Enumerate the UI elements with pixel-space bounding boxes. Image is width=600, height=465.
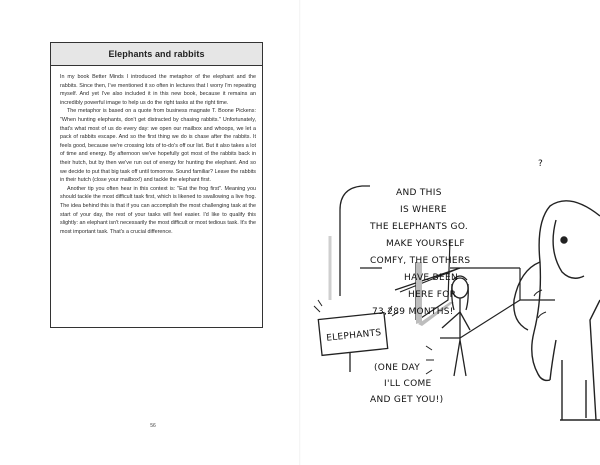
cartoon-illustration (300, 0, 600, 465)
sign-text: ELEPHANTS (325, 328, 382, 344)
speech-line: COMFY, THE OTHERS (370, 256, 471, 266)
reply-line: AND GET YOU!) (370, 395, 444, 405)
box-title: Elephants and rabbits (51, 43, 262, 66)
speech-line: IS WHERE (400, 205, 447, 215)
speech-line: AND THIS (396, 188, 442, 198)
right-page (300, 0, 600, 465)
reply-line: (ONE DAY (374, 363, 421, 373)
reply-text (370, 363, 443, 405)
speech-line: HERE FOR (408, 290, 457, 300)
paragraph-2: The metaphor is based on a quote from business magnate T. Boone Pickens: "When hunting elephants, don't get distracted by chasing rabbits." Unfortunately, that's what most of us do every day: we open our mailbox and whoops, we let a pack of rabbits escape. And so the first thing we do is chase after the rabbits. It feels good, because we're crossing lots of to-do's off our list. But it also takes a lot of time and energy. By afternoon we've hopefully got most of the rabbits back in their hutch, but by then we've run out of energy for hunting the elephant. And so we decide to put that big task off until tomorrow. Sound familiar? Leave the rabbits in their hutch (close your mailbox!) and tackle the elephant first. (60, 108, 256, 184)
paragraph-3: Another tip you often hear in this context is: "Eat the frog first". Meaning you should tackle the most difficult task first, which is likened to swallowing a live frog. The idea behind this is that if you can accomplish the most challenging task at the start of your day, the rest of your tasks will feel easier. I'd like to qualify this slightly: an elephant isn't necessarily the most difficult or most tedious task. It's the most important task. That's a crucial difference. (60, 185, 256, 235)
elephant (514, 201, 600, 420)
lamp-post (330, 186, 370, 300)
reply-line: I'LL COME (384, 379, 432, 389)
speech-line: 73,289 MONTHS! (372, 307, 454, 317)
page-number: 56 (150, 423, 156, 429)
speech-text (369, 188, 470, 317)
speech-line: MAKE YOURSELF (386, 239, 465, 249)
sidebar-box (50, 42, 263, 328)
paragraph-1: In my book Better Minds I introduced the metaphor of the elephant and the rabbits. Since then, I've mentioned it so often in lectures that I worry I'm repeating myself. And yet I've also included it in this new book, because it remains an incredibly powerful image to help us do the right tasks at the right time. (60, 74, 256, 106)
box-body (60, 73, 256, 236)
speech-line: THE ELEPHANTS GO. (370, 222, 469, 232)
question-mark: ? (538, 159, 544, 169)
speech-line: HAVE BEEN (404, 273, 459, 283)
